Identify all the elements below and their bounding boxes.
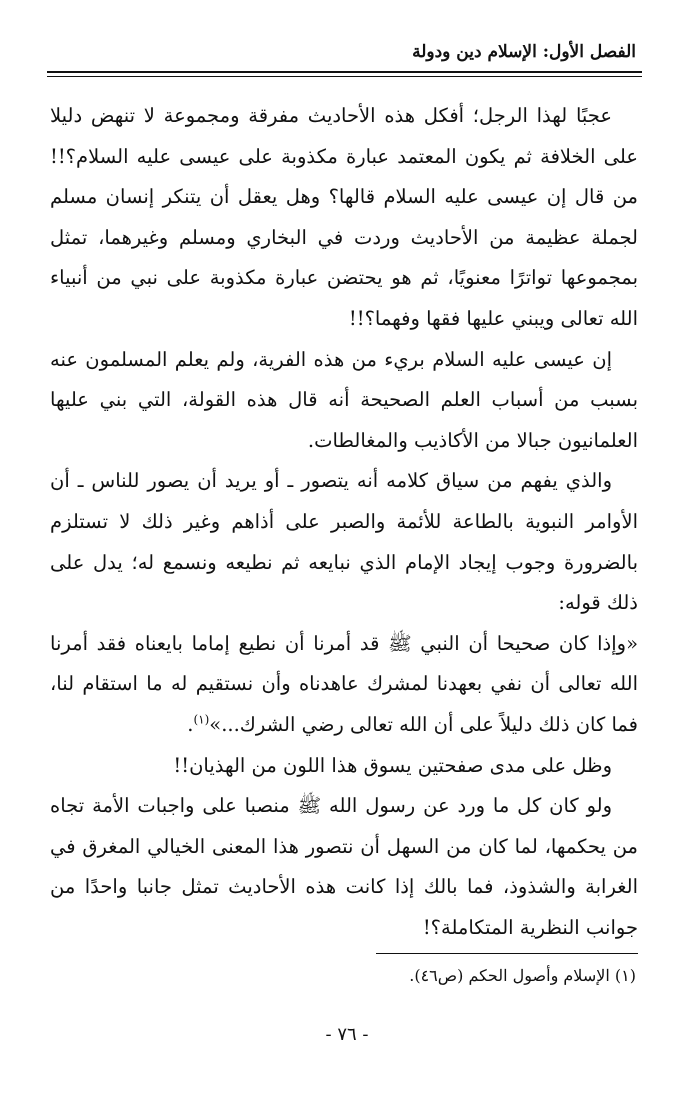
paragraph-4-quote: «وإذا كان صحيحا أن النبي ﷺ قد أمرنا أن نطيع إماما بايعناه فقد أمرنا الله تعالى أن نفي بعهدنا لمشرك عاهدناه وأن نستقيم له ما استقام لنا، فما كان ذلك دليلاً على أن الله تعالى رضي الشرك...»$^{(١)}$. <box>50 631 638 736</box>
body-text <box>50 96 638 948</box>
paragraph-6: ولو كان كل ما ورد عن رسول الله ﷺ منصبا على واجبات الأمة تجاه من يحكمها، لما كان من السهل أن نتصور هذا المعنى الخيالي المغرق في الغرابة والشذوذ، فما بالك إذا كانت هذه الأحاديث تمثل جانبا واحدًا من جوانب النظرية المتكاملة؟! <box>50 794 638 939</box>
paragraph-1: عجبًا لهذا الرجل؛ أفكل هذه الأحاديث مفرقة ومجموعة لا تنهض دليلا على الخلافة ثم يكون المعتمد عبارة مكذوبة على عيسى عليه السلام؟!! من قال إن عيسى عليه السلام قالها؟ وهل يعقل أن يتنكر إنسان مسلم لجملة عظيمة من الأحاديث وردت في البخاري ومسلم وغيرهما، تمثل بمجموعها تواترًا معنويًا، ثم هو يحتضن عبارة مكذوبة على نبي من أنبياء الله تعالى ويبني عليها فقها وفهما؟!! <box>50 104 638 330</box>
header-rule-thin <box>47 76 642 77</box>
header-rule <box>47 71 642 73</box>
footnote: (١) الإسلام وأصول الحكم (ص٤٦). <box>409 966 636 985</box>
running-header: الفصل الأول: الإسلام دين ودولة <box>412 42 636 62</box>
paragraph-3: والذي يفهم من سياق كلامه أنه يتصور ـ أو يريد أن يصور للناس ـ أن الأوامر النبوية بالطاعة للأئمة والصبر على أذاهم وغير ذلك لا تستلزم بالضرورة وجوب إيجاد الإمام الذي نبايعه ثم نطيعه ونسمع له؛ يدل على ذلك قوله: <box>50 469 638 615</box>
footnote-reference: (١) <box>193 712 210 727</box>
paragraph-5: وظل على مدى صفحتين يسوق هذا اللون من الهذيان!! <box>173 753 612 777</box>
page-number: - ٧٦ - <box>325 1024 369 1045</box>
quote-text: «وإذا كان صحيحا أن النبي ﷺ قد أمرنا أن نطيع إماما بايعناه فقد أمرنا الله تعالى أن نفي بعهدنا لمشرك عاهدناه وأن نستقيم له ما استقام لنا، فما كان ذلك دليلاً على أن الله تعالى رضي الشرك...» <box>50 631 638 736</box>
paragraph-2: إن عيسى عليه السلام بريء من هذه الفرية، ولم يعلم المسلمون عنه بسبب من أسباب العلم الصحيحة أنه قال هذه القولة، التي بني عليها العلمانيون جبالا من الأكاذيب والمغالطات. <box>50 347 638 452</box>
footnote-rule <box>376 953 638 954</box>
